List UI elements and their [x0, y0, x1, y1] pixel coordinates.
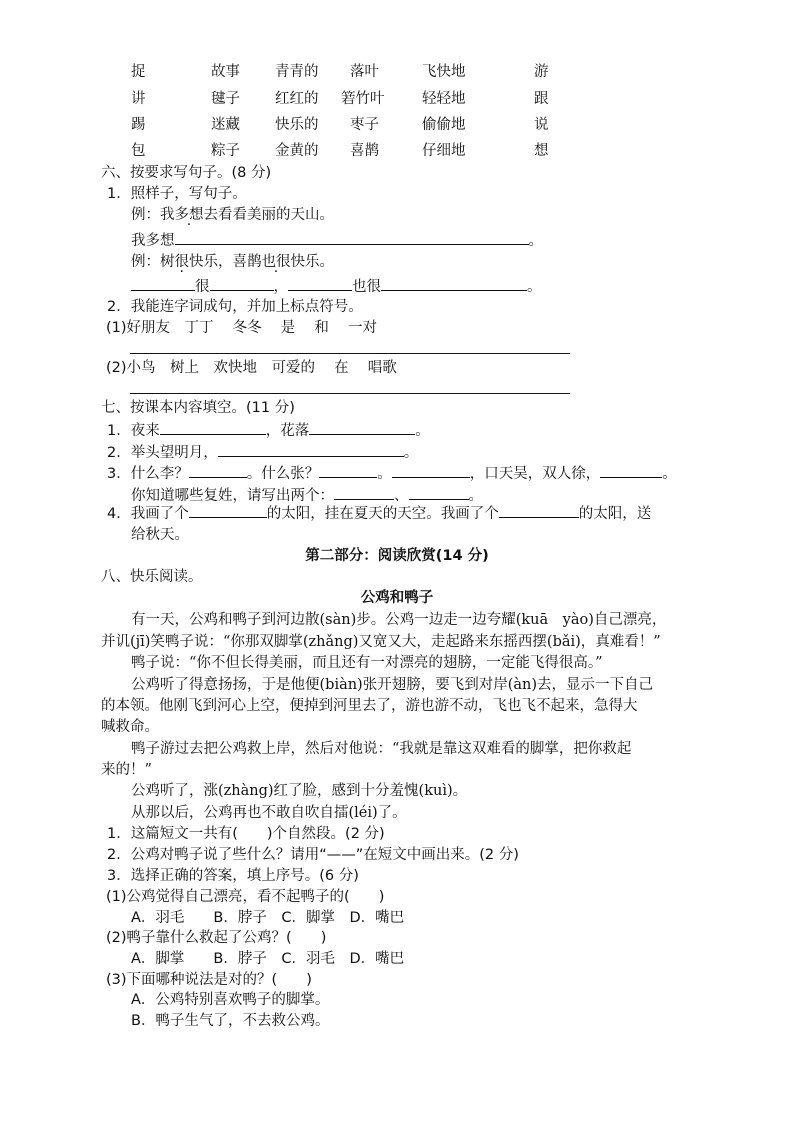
fill-text: 1．夜来: [107, 423, 160, 439]
fill-text: 你知道哪些复姓，请写出两个：: [131, 488, 334, 504]
word-cell: 讲: [131, 91, 146, 107]
word-cell: 毽子: [211, 91, 240, 107]
word-cell: 青青的: [275, 64, 319, 80]
story-line: 的本领。他刚飞到河心上空，便掉到河里去了，游也游不动，飞也飞不起来，急得大: [101, 698, 638, 714]
answer-blank[interactable]: [175, 230, 529, 245]
fill-text: 。: [468, 488, 483, 504]
example-1: [131, 205, 334, 225]
fill-line-1: [131, 230, 543, 251]
answer-blank[interactable]: [392, 463, 470, 478]
fill-prefix: 我多想: [131, 233, 175, 249]
word-cell: 想: [534, 143, 549, 159]
section-6-title: 六、按要求写句子。(8 分): [101, 165, 272, 181]
option-8-3-3-b: B．鸭子生气了，不去救公鸡。: [131, 1013, 330, 1029]
example-text: 例：树: [131, 254, 175, 270]
answer-blank[interactable]: [189, 463, 247, 478]
part-2-title: 第二部分：阅读欣赏(14 分): [305, 548, 489, 564]
story-line: 有一天，公鸡和鸭子到河边散(sàn)步。公鸡一边走一边夸耀(kuā yào)自己漂亮，: [131, 612, 667, 628]
question-7-1: [107, 420, 430, 441]
fill-line-2: [131, 276, 542, 297]
question-8-3-3: (3)下面哪种说法是对的？( ): [106, 972, 312, 988]
story-line: 并讥(jī)笑鸭子说：“你那双脚掌(zhǎng)又宽又大，走起路来东摇西摆(bǎi)，真难看！”: [101, 634, 661, 650]
fill-text: 。什么张？: [246, 466, 320, 482]
fill-text: 。: [377, 466, 392, 482]
word-cell: 仔细地: [422, 143, 466, 159]
word-cell: 枣子: [350, 117, 379, 133]
example-2: [131, 252, 334, 272]
word-cell: 偷偷地: [422, 117, 466, 133]
word-cell: 轻轻地: [422, 91, 466, 107]
story-line: 鸭子游过去把公鸡救上岸，然后对他说：“我就是靠这双难看的脚掌，把你救起: [131, 741, 632, 757]
question-8-3-1: (1)公鸡觉得自己漂亮，看不起鸭子的( ): [106, 889, 385, 905]
word-cell: 粽子: [211, 143, 240, 159]
word-cell: 说: [534, 117, 549, 133]
options-8-3-2: A．脚掌 B．脖子 C．羽毛 D．嘴巴: [131, 951, 405, 967]
fill-text: 的太阳，挂在夏天的天空。我画了个: [266, 506, 499, 522]
word-cell: 踢: [131, 117, 146, 133]
answer-blank[interactable]: [309, 420, 415, 435]
story-line: 来的！”: [101, 762, 152, 778]
word-cell: 快乐的: [275, 117, 319, 133]
word-cell: 金黄的: [275, 143, 319, 159]
answer-blank[interactable]: [409, 485, 469, 500]
emphasis-dotted: 也很: [261, 254, 291, 270]
example-text: 快乐。: [290, 254, 334, 270]
story-line: 鸭子说：“你不但长得美丽，而且还有一对漂亮的翅膀，一定能飞得很高。”: [131, 655, 603, 671]
question-6-2: 2．我能连字词成句，并加上标点符号。: [107, 299, 363, 315]
answer-line[interactable]: [130, 353, 570, 354]
answer-line[interactable]: [130, 393, 570, 394]
answer-blank[interactable]: [131, 276, 195, 291]
fill-end: 。: [528, 233, 543, 249]
answer-blank[interactable]: [160, 420, 266, 435]
fill-text: 也很: [352, 279, 381, 295]
options-8-3-1: A．羽毛 B．脖子 C．脚掌 D．嘴巴: [131, 910, 405, 926]
fill-text: 2．举头望明月，: [107, 445, 218, 461]
question-6-1: 1．照样子，写句子。: [107, 186, 247, 202]
question-6-2-2: (2)小鸟 树上 欢快地 可爱的 在 唱歌: [106, 360, 397, 376]
fill-text: 4．我画了个: [107, 506, 189, 522]
answer-blank[interactable]: [189, 503, 267, 518]
word-cell: 迷藏: [211, 117, 240, 133]
answer-blank[interactable]: [288, 276, 352, 291]
fill-text: ，花落: [265, 423, 310, 439]
question-8-1: 1．这篇短文一共有( )个自然段。(2 分): [107, 826, 385, 842]
word-cell: 游: [534, 64, 549, 80]
emphasis-dotted: 很: [174, 254, 189, 270]
fill-text: 。: [403, 445, 419, 461]
fill-text: 3．什么李？: [107, 466, 189, 482]
section-7-title: 七、按课本内容填空。(11 分): [101, 400, 295, 416]
word-cell: 飞快地: [422, 64, 466, 80]
question-8-3-2: (2)鸭子靠什么救起了公鸡？( ): [106, 930, 327, 946]
question-7-4-cont: 给秋天。: [131, 527, 189, 543]
question-8-3: 3．选择正确的答案，填上序号。(6 分): [107, 868, 359, 884]
fill-text: ，口天吴，双人徐，: [469, 466, 601, 482]
answer-blank[interactable]: [210, 276, 274, 291]
fill-text: 。: [527, 279, 542, 295]
answer-blank[interactable]: [381, 276, 527, 291]
story-title: 公鸡和鸭子: [360, 590, 434, 606]
example-text: 例：我: [131, 207, 175, 223]
example-text: 快乐，喜鹊: [189, 254, 262, 270]
fill-text: 。: [415, 423, 430, 439]
word-cell: 箬竹叶: [341, 91, 385, 107]
question-7-3: [107, 463, 677, 484]
question-7-4: [107, 503, 651, 524]
fill-text: 、: [394, 488, 409, 504]
option-8-3-3-a: A．公鸡特别喜欢鸭子的脚掌。: [131, 992, 330, 1008]
section-8-title: 八、快乐阅读。: [101, 569, 203, 585]
story-line: 喊救命。: [101, 719, 159, 735]
story-line: 公鸡听了，涨(zhàng)红了脸，感到十分羞愧(kuì)。: [131, 783, 468, 799]
question-7-2: [107, 442, 418, 463]
fill-text: 很: [195, 279, 210, 295]
example-text: 去看看美丽的天山。: [203, 207, 334, 223]
word-cell: 捉: [131, 64, 146, 80]
answer-blank[interactable]: [334, 485, 394, 500]
answer-blank[interactable]: [319, 463, 377, 478]
word-cell: 红红的: [275, 91, 319, 107]
fill-text: 。: [662, 466, 677, 482]
word-cell: 跟: [534, 91, 549, 107]
emphasis-dotted: 多想: [174, 207, 204, 223]
word-cell: 喜鹊: [350, 143, 379, 159]
question-6-2-1: (1)好朋友 丁丁 冬冬 是 和 一对: [106, 320, 377, 336]
word-cell: 故事: [211, 64, 240, 80]
fill-text: ，: [273, 279, 288, 295]
answer-blank[interactable]: [218, 442, 404, 457]
word-cell: 包: [131, 143, 146, 159]
word-cell: 落叶: [350, 64, 379, 80]
story-line: 公鸡听了得意扬扬，于是他便(biàn)张开翅膀，要飞到对岸(àn)去，显示一下自己: [131, 677, 654, 693]
answer-blank[interactable]: [600, 463, 662, 478]
question-8-2: 2．公鸡对鸭子说了些什么？请用“——”在短文中画出来。(2 分): [107, 847, 519, 863]
answer-blank[interactable]: [499, 503, 579, 518]
story-line: 从那以后，公鸡再也不敢自吹自擂(léi)了。: [131, 805, 407, 821]
fill-text: 的太阳，送: [578, 506, 652, 522]
